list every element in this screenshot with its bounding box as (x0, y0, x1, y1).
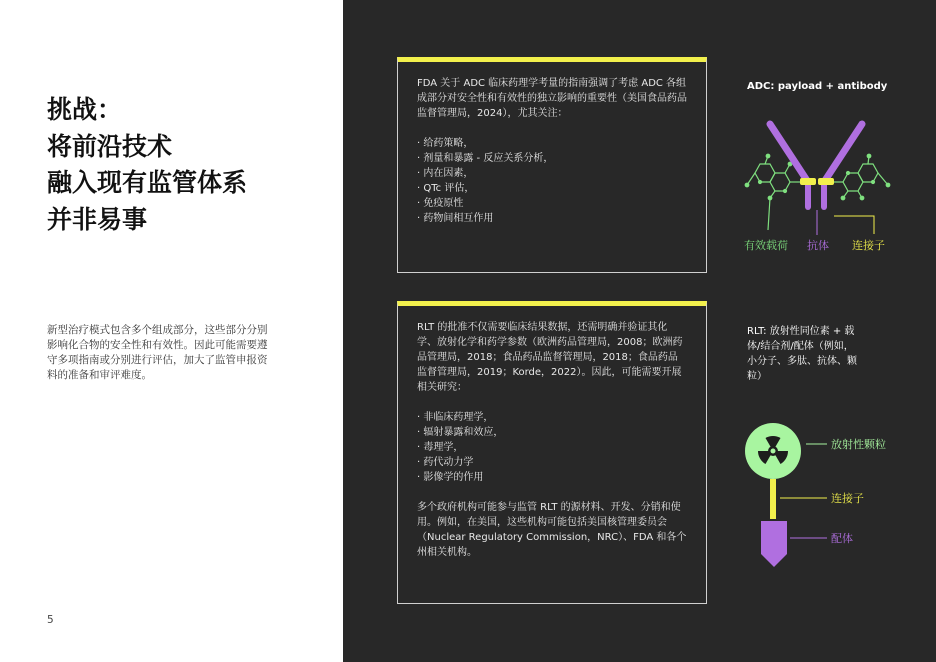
title-line: 并非易事 (47, 204, 148, 234)
list-item: · 辐射暴露和效应， (417, 427, 504, 438)
label-leader-lines (817, 210, 874, 235)
antibody-label: 抗体 (807, 239, 829, 252)
rlt-agencies-paragraph: 多个政府机构可能参与监管 RLT 的源材料、开发、分销和使用。例如，在美国，这些机构可能包括美国核管理委员会（Nuclear Regulatory Commission，NRC）、FDA 和各个州相关机构。 (417, 502, 687, 558)
page-number: 5 (47, 614, 54, 626)
rlt-approval-box (397, 301, 707, 604)
list-item: · 毒理学， (417, 442, 464, 453)
list-item: · QTc 评估， (417, 183, 475, 194)
adc-guidance-box (397, 57, 707, 273)
linker-label: 连接子 (852, 239, 885, 252)
radioligand-therapy-diagram (740, 420, 830, 570)
antibody-drug-conjugate-diagram (738, 112, 898, 242)
adc-guidance-paragraph: FDA 关于 ADC 临床药理学考量的指南强调了考虑 ADC 各组成部分对安全性和有效性的独立影响的重要性（美国食品药品监督管理局，2024），尤其关注： (417, 78, 687, 119)
list-item: · 药代动力学 (417, 457, 474, 468)
ligand-label: 配体 (831, 532, 853, 545)
list-item: · 影像学的作用 (417, 472, 484, 483)
title-line: 将前沿技术 (47, 131, 173, 161)
radioactive-particle-label: 放射性颗粒 (831, 438, 886, 451)
adc-caption: ADC: payload + antibody (747, 81, 888, 92)
list-item: · 免疫原性 (417, 198, 464, 209)
left-panel (0, 0, 343, 662)
list-item: · 药物间相互作用 (417, 213, 494, 224)
rlt-caption: RLT: 放射性同位素 + 载体/结合剂/配体（例如，小分子、多肽、抗体、颗粒） (747, 326, 857, 382)
page-title (47, 92, 327, 238)
rlt-approval-paragraph: RLT 的批准不仅需要临床结果数据，还需明确并验证其化学、放射化学和药学参数（欧洲药品管理局，2008；欧洲药品管理局，2018；食品药品监督管理局，2018；食品药品监督管理局，2019；Korde，2022）。因此，可能需要开展相关研究： (417, 322, 683, 393)
list-item: · 给药策略， (417, 138, 474, 149)
payload-label: 有效载荷 (744, 239, 788, 252)
title-line: 挑战： (47, 95, 123, 124)
adc-guidance-list (417, 136, 687, 226)
linker-bars (800, 178, 834, 185)
intro-paragraph: 新型治疗模式包含多个组成部分，这些部分分别影响化合物的安全性和有效性。因此可能需要遵守多项指南或分别进行评估，加大了监管申报资料的准备和审评难度。 (47, 324, 268, 381)
rlt-linker-label: 连接子 (831, 492, 864, 505)
list-item: · 内在因素， (417, 168, 474, 179)
title-line: 融入现有监管体系 (47, 168, 248, 197)
antibody-shape (770, 124, 862, 207)
list-item: · 剂量和暴露 - 反应关系分析， (417, 153, 554, 164)
rlt-studies-list (417, 410, 687, 485)
ligand-shape (761, 521, 787, 567)
list-item: · 非临床药理学， (417, 412, 494, 423)
linker-stem (770, 479, 776, 519)
